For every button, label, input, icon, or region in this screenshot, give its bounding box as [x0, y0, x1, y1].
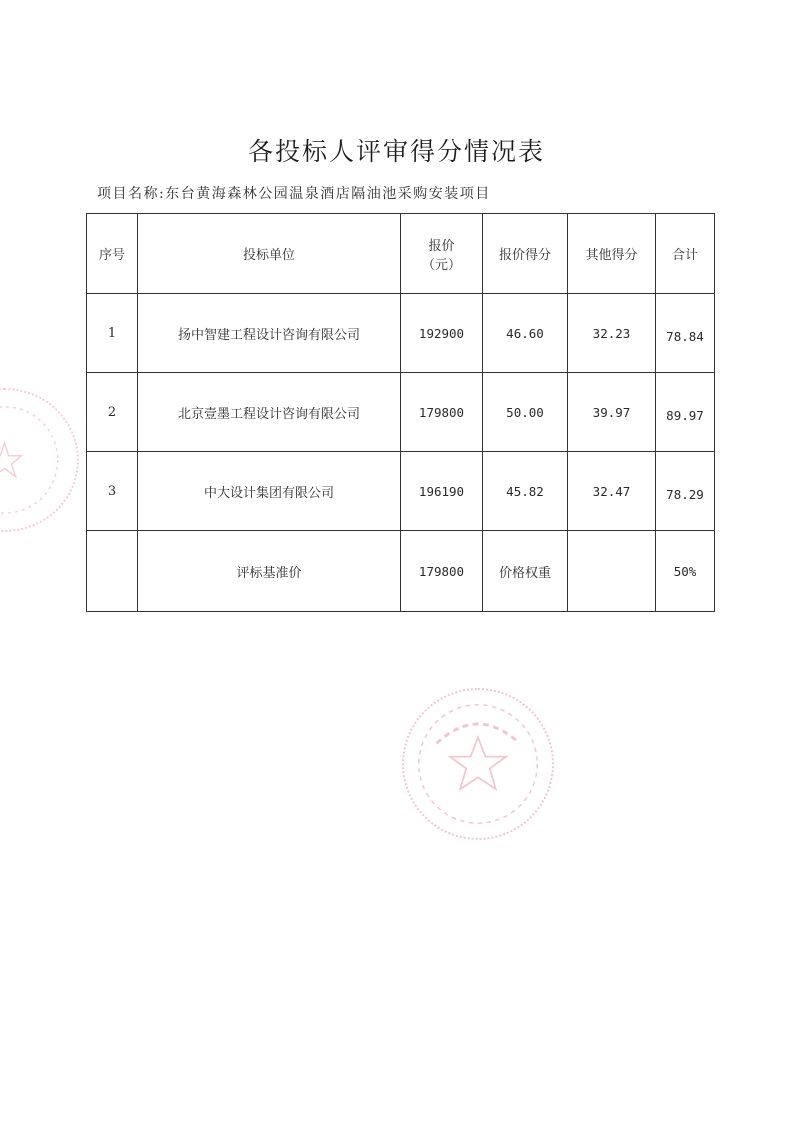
row-bidder: 扬中智建工程设计咨询有限公司 [138, 294, 401, 373]
row-total [656, 373, 715, 452]
weight-value: 50% [656, 531, 715, 612]
table-row [87, 294, 715, 373]
benchmark-label: 评标基准价 [138, 531, 401, 612]
row-price: 192900 [401, 294, 483, 373]
row-price: 179800 [401, 373, 483, 452]
row-price-score: 46.60 [483, 294, 568, 373]
header-price-line1: 报价 [428, 238, 455, 254]
row-total-value: 78.84 [666, 328, 704, 344]
row-other-score: 32.23 [568, 294, 656, 373]
header-total: 合计 [656, 214, 715, 294]
row-total-value: 89.97 [666, 407, 704, 423]
row-price-score: 50.00 [483, 373, 568, 452]
row-other-score: 39.97 [568, 373, 656, 452]
seal-stamp-left-graphic [0, 390, 77, 530]
row-total-value: 78.29 [666, 486, 704, 502]
header-price-line2: （元） [421, 257, 461, 273]
benchmark-value: 179800 [401, 531, 483, 612]
header-index: 序号 [87, 214, 138, 294]
row-price-score: 45.82 [483, 452, 568, 531]
page-title: 各投标人评审得分情况表 [247, 137, 545, 166]
row-index: 3 [87, 452, 138, 531]
benchmark-empty-cell [87, 531, 138, 612]
seal-stamp-right [402, 688, 554, 840]
row-price: 196190 [401, 452, 483, 531]
row-total [656, 452, 715, 531]
score-table [86, 213, 715, 612]
header-other-score: 其他得分 [568, 214, 656, 294]
row-bidder: 中大设计集团有限公司 [138, 452, 401, 531]
row-index: 1 [87, 294, 138, 373]
project-line: 项目名称:东台黄海森林公园温泉酒店隔油池采购安装项目 [97, 186, 491, 202]
row-total [656, 294, 715, 373]
header-price-score: 报价得分 [483, 214, 568, 294]
seal-stamp-left [0, 388, 79, 532]
benchmark-row [87, 531, 715, 612]
seal-stamp-right-graphic [404, 690, 552, 838]
header-row [87, 214, 715, 294]
header-bidder: 投标单位 [138, 214, 401, 294]
row-index: 2 [87, 373, 138, 452]
weight-label: 价格权重 [483, 531, 568, 612]
row-bidder: 北京壹墨工程设计咨询有限公司 [138, 373, 401, 452]
table-row [87, 373, 715, 452]
table-row [87, 452, 715, 531]
header-price [401, 214, 483, 294]
weight-empty-cell [568, 531, 656, 612]
row-other-score: 32.47 [568, 452, 656, 531]
